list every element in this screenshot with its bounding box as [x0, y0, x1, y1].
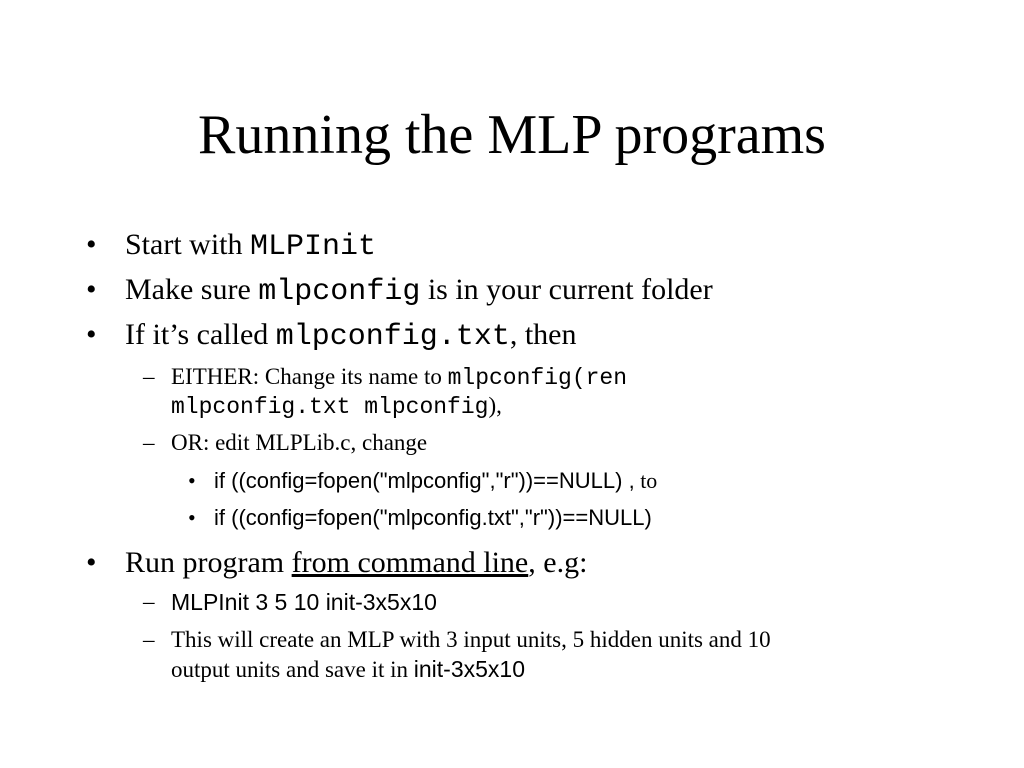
sub-bullet-marker: – [143, 364, 155, 389]
bullet-suffix: , then [509, 318, 577, 351]
bullet-text: If it’s called [125, 318, 276, 351]
sub-sub-bullet-marker: • [188, 505, 196, 530]
sub-bullet-text: This will create an MLP with 3 input units, 5 hidden units and 10 [171, 627, 771, 652]
sub-bullet-marker: – [143, 627, 155, 652]
bullet-marker: • [86, 546, 97, 579]
bullet-marker: • [86, 318, 97, 351]
sub-bullet-marker: – [143, 430, 155, 455]
sub-bullet-either [171, 363, 627, 392]
sub-sub-bullet-fopen-new [214, 504, 652, 532]
bullet-start-with [125, 227, 376, 265]
sub-bullet-text: output units and save it in [171, 657, 414, 682]
bullet-code: mlpconfig [258, 275, 421, 309]
sub-bullet-code: init-3x5x10 [413, 656, 525, 682]
bullet-make-sure [125, 272, 713, 310]
sub-bullet-explanation-continuation [171, 655, 525, 684]
bullet-run-program [125, 545, 587, 581]
bullet-code: MLPInit [250, 230, 377, 264]
bullet-text: Run program [125, 546, 292, 579]
bullet-code: mlpconfig.txt [275, 320, 510, 354]
sub-bullet-either-continuation [171, 392, 502, 421]
bullet-suffix: is in your current folder [420, 273, 713, 306]
sub-bullet-explanation [171, 626, 771, 654]
sub-sub-bullet-marker: • [188, 468, 196, 493]
bullet-if-called [125, 317, 576, 355]
bullet-marker: • [86, 273, 97, 306]
sub-sub-bullet-code: if ((config=fopen("mlpconfig","r"))==NULL) , [214, 468, 635, 493]
sub-bullet-code: MLPInit 3 5 10 init-3x5x10 [171, 589, 437, 615]
bullet-marker: • [86, 228, 97, 261]
sub-sub-bullet-suffix: to [634, 468, 658, 493]
sub-bullet-marker: – [143, 589, 155, 614]
bullet-text: Start with [125, 228, 250, 261]
slide-title: Running the MLP programs [198, 104, 826, 166]
bullet-text: Make sure [125, 273, 259, 306]
bullet-suffix: , e.g: [528, 546, 588, 579]
sub-bullet-text: EITHER: Change its name to [171, 364, 448, 389]
sub-sub-bullet-fopen-old [214, 467, 657, 495]
sub-bullet-code: mlpconfig.txt mlpconfig [171, 394, 489, 420]
sub-bullet-suffix: ), [488, 393, 502, 418]
sub-bullet-or [171, 429, 427, 457]
sub-bullet-text: OR: edit MLPLib.c, change [171, 430, 428, 455]
sub-bullet-code: mlpconfig(ren [447, 365, 628, 391]
sub-sub-bullet-code: if ((config=fopen("mlpconfig.txt","r"))==NULL) [214, 505, 652, 530]
sub-bullet-command [171, 588, 437, 617]
bullet-link: from command line [291, 546, 529, 579]
